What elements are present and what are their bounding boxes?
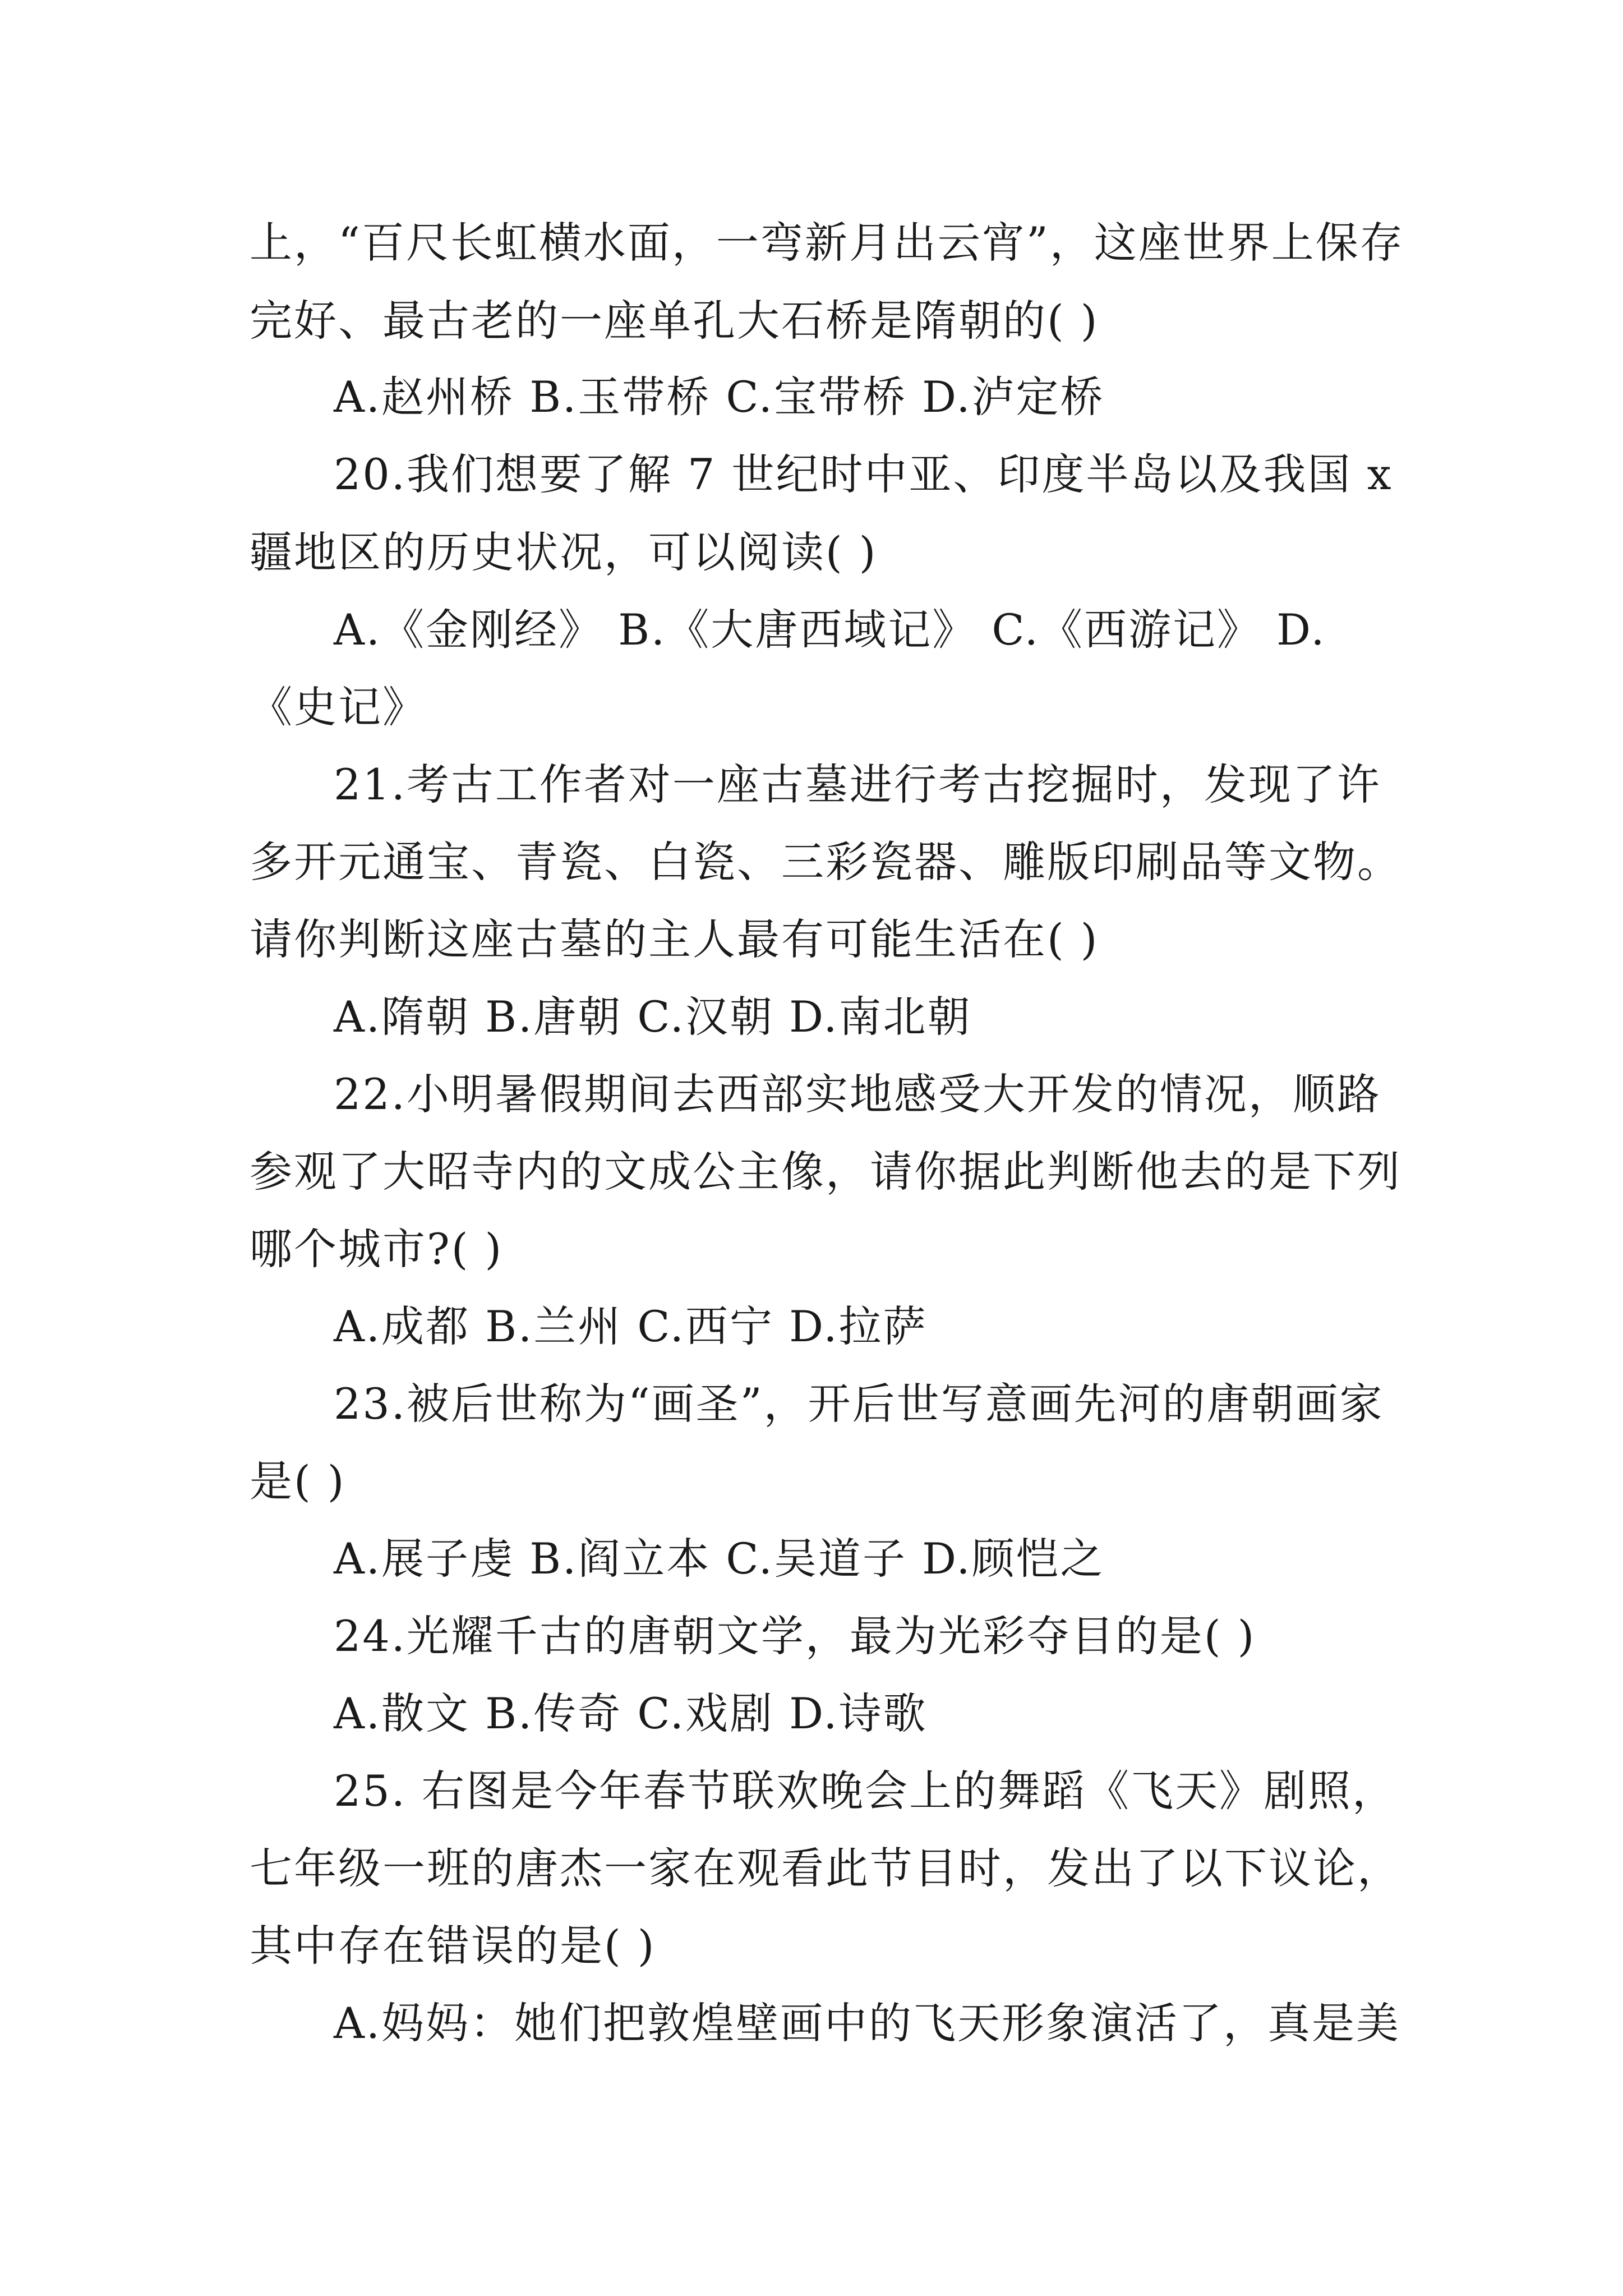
question-20-text-line-2: 疆地区的历史状况，可以阅读( )	[250, 527, 878, 577]
question-19-text-line-2: 完好、最古老的一座单孔大石桥是隋朝的( )	[250, 296, 1099, 346]
question-25-text-line-1: 25. 右图是今年春节联欢晚会上的舞蹈《飞天》剧照，	[334, 1766, 1397, 1816]
question-23-text-line-2: 是( )	[250, 1456, 346, 1506]
question-21-options: A.隋朝 B.唐朝 C.汉朝 D.南北朝	[334, 992, 972, 1042]
question-22-text-line-1: 22.小明暑假期间去西部实地感受大开发的情况，顺路	[334, 1069, 1381, 1119]
question-20-options-line-1: A.《金刚经》 B.《大唐西域记》 C.《西游记》 D.	[334, 605, 1326, 655]
question-25-text-line-3: 其中存在错误的是( )	[250, 1921, 656, 1971]
question-22-text-line-3: 哪个城市?( )	[250, 1224, 504, 1274]
question-20-text-line-1: 20.我们想要了解 7 世纪时中亚、印度半岛以及我国 x	[334, 449, 1393, 499]
question-25-option-a: A.妈妈：她们把敦煌壁画中的飞天形象演活了，真是美	[334, 1998, 1401, 2048]
question-22-text-line-2: 参观了大昭寺内的文成公主像，请你据此判断他去的是下列	[250, 1147, 1401, 1197]
question-24-options: A.散文 B.传奇 C.戏剧 D.诗歌	[334, 1688, 928, 1738]
question-22-options: A.成都 B.兰州 C.西宁 D.拉萨	[334, 1301, 928, 1351]
question-19-options: A.赵州桥 B.玉带桥 C.宝带桥 D.泸定桥	[334, 372, 1105, 422]
question-19-text-line-1: 上，“百尺长虹横水面，一弯新月出云宵”，这座世界上保存	[250, 218, 1404, 268]
question-23-text-line-1: 23.被后世称为“画圣”，开后世写意画先河的唐朝画家	[334, 1379, 1384, 1429]
question-21-text-line-3: 请你判断这座古墓的主人最有可能生活在( )	[250, 914, 1099, 964]
question-21-text-line-1: 21.考古工作者对一座古墓进行考古挖掘时，发现了许	[334, 760, 1381, 809]
question-20-options-line-2: 《史记》	[250, 682, 427, 732]
question-21-text-line-2: 多开元通宝、青瓷、白瓷、三彩瓷器、雕版印刷品等文物。	[250, 837, 1401, 887]
question-24-text: 24.光耀千古的唐朝文学，最为光彩夺目的是( )	[334, 1611, 1256, 1661]
question-23-options: A.展子虔 B.阎立本 C.吴道子 D.顾恺之	[334, 1534, 1105, 1584]
question-25-text-line-2: 七年级一班的唐杰一家在观看此节目时，发出了以下议论，	[250, 1843, 1401, 1893]
